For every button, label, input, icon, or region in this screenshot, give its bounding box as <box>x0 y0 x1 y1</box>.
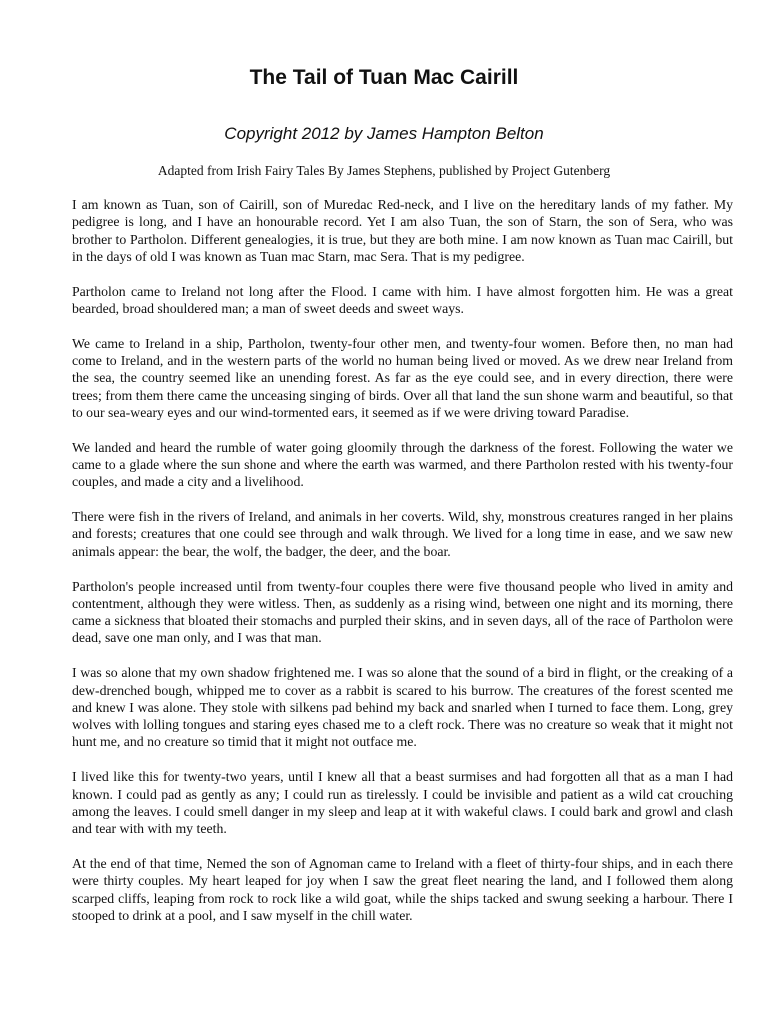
paragraph: Partholon came to Ireland not long after the Flood. I came with him. I have almost forgotten him. He was a great bearded, broad shouldered man; a man of sweet deeds and sweet ways. <box>72 283 733 316</box>
copyright-line: Copyright 2012 by James Hampton Belton <box>224 124 544 143</box>
paragraph: We came to Ireland in a ship, Partholon, twenty-four other men, and twenty-four women. Before then, no man had come to Ireland, and in the western parts of the world no human being lived or moved. As we drew near Ireland from the sea, the country seemed like an unending forest. As far as the eye could see, and in every direction, there were trees; from them there came the unceasing singing of birds. Over all that land the sun shone warm and beautiful, so that to our sea-weary eyes and our wind-tormented ears, it seemed as if we were driving toward Paradise. <box>72 335 733 420</box>
paragraph: I lived like this for twenty-two years, until I knew all that a beast surmises and had forgotten all that as a man I had known. I could pad as gently as any; I could run as tirelessly. I could be invisible and patient as a wild cat crouching among the leaves. I could smell danger in my sleep and leap at it with wakeful claws. I could bark and growl and clash and tear with with my teeth. <box>72 769 733 837</box>
paragraph: We landed and heard the rumble of water going gloomily through the darkness of the forest. Following the water we came to a glade where the sun shone and where the earth was warmed, and there Partholon rested with his twenty-four couples, and made a city and a livelihood. <box>72 439 733 490</box>
document-title: The Tail of Tuan Mac Cairill <box>249 66 519 89</box>
document-body <box>72 196 733 942</box>
paragraph: I am known as Tuan, son of Cairill, son of Muredac Red-neck, and I live on the hereditary lands of my father. My pedigree is long, and I have an honourable record. Yet I am also Tuan, the son of Starn, the son of Sera, who was brother to Partholon. Different genealogies, it is true, but they are both mine. I am now known as Tuan mac Cairill, but in the days of old I was known as Tuan mac Starn, mac Sera. That is my pedigree. <box>72 197 733 264</box>
paragraph: Partholon's people increased until from twenty-four couples there were five thousand people who lived in amity and contentment, although they were witless. Then, as suddenly as a rising wind, between one night and its morning, there came a sickness that bloated their stomachs and purpled their skins, and in seven days, all of the race of Partholon were dead, save one man only, and I was that man. <box>72 578 733 646</box>
paragraph: I was so alone that my own shadow frightened me. I was so alone that the sound of a bird in flight, or the creaking of a dew-drenched bough, whipped me to cover as a rabbit is scared to his burrow. The creatures of the forest scented me and knew I was alone. They stole with silkens pad behind my back and snarled when I turned to face them. Long, grey wolves with lolling tongues and staring eyes chased me to a cleft rock. There was no creature so weak that it might not hunt me, and no creature so timid that it might not outface me. <box>72 665 733 750</box>
paragraph: There were fish in the rivers of Ireland, and animals in her coverts. Wild, shy, monstrous creatures ranged in her plains and forests; creatures that one could see through and walk through. We lived for a long time in ease, and we saw new animals appear: the bear, the wolf, the badger, the deer, and the boar. <box>72 509 733 559</box>
paragraph: At the end of that time, Nemed the son of Agnoman came to Ireland with a fleet of thirty-four ships, and in each there were thirty couples. My heart leaped for joy when I saw the great fleet nearing the land, and I followed them along scarped cliffs, leaping from rock to rock like a wild goat, while the ships tacked and swung seeking a harbour. There I stooped to drink at a pool, and I saw myself in the chill water. <box>72 855 733 923</box>
source-attribution: Adapted from Irish Fairy Tales By James Stephens, published by Project Gutenberg <box>157 163 611 178</box>
